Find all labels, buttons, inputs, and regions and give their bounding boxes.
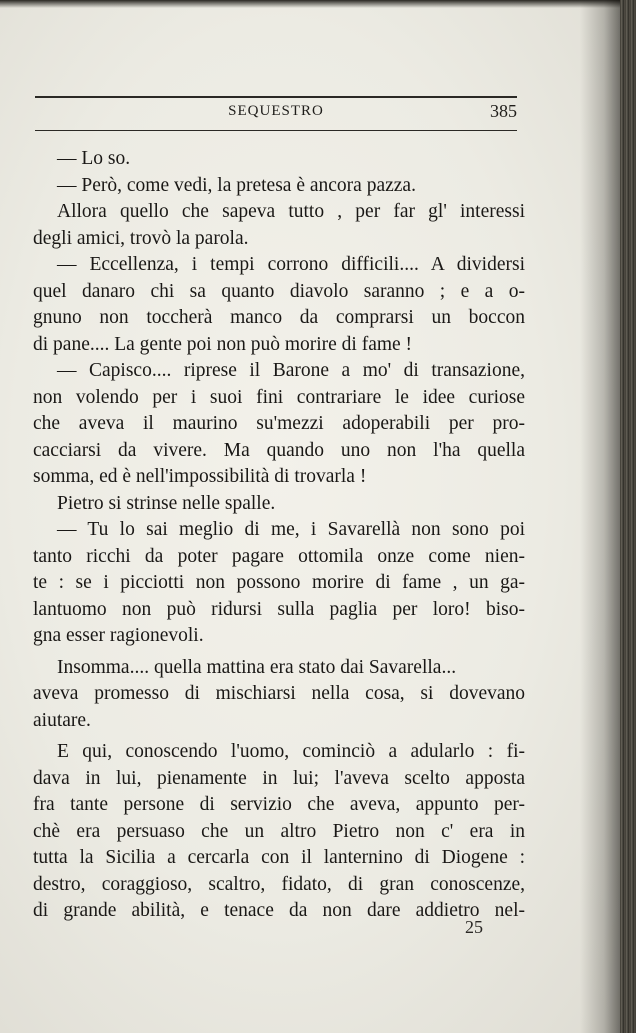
text-line: Insomma.... quella mattina era stato dai Savarella... xyxy=(57,656,457,678)
text-line: di pane.... La gente poi non può morire di fame ! xyxy=(33,333,413,355)
text-line: gnuno non toccherà manco da comprarsi un boccon xyxy=(33,307,525,328)
text-line: — Eccellenza, i tempi corrono difficili.... A dividersi xyxy=(57,254,525,275)
text-line: di grande abilità, e tenace da non dare addietro nel- xyxy=(33,900,525,921)
scan-top-shadow xyxy=(0,0,620,8)
text-line: chè era persuaso che un altro Pietro non c' era in xyxy=(33,820,525,842)
page-text xyxy=(33,146,525,925)
text-line: fra tante persone di servizio che aveva, appunto per- xyxy=(33,794,525,815)
text-line: somma, ed è nell'impossibilità di trovarla ! xyxy=(33,466,367,487)
text-line: Pietro si strinse nelle spalle. xyxy=(57,492,276,514)
book-edge xyxy=(620,0,636,1033)
signature-mark: 25 xyxy=(465,917,483,937)
text-line: tanto ricchi da poter pagare ottomila onze come nien- xyxy=(33,545,525,567)
text-line: aveva promesso di mischiarsi nella cosa, si dovevano xyxy=(33,683,525,704)
text-line: quel danaro chi sa quanto diavolo saranno ; e a o- xyxy=(33,280,525,302)
text-line: destro, coraggioso, scaltro, fidato, di gran conoscenze, xyxy=(33,873,525,895)
running-title: SEQUESTRO xyxy=(228,103,324,119)
text-line: tutta la Sicilia a cercarla con il lanternino di Diogene : xyxy=(33,847,525,868)
text-line: — Tu lo sai meglio di me, i Savarellà non sono poi xyxy=(57,519,525,540)
text-line: te : se i picciotti non possono morire di fame , un ga- xyxy=(33,572,525,593)
text-line: che aveva il maurino su'mezzi adoperabili per pro- xyxy=(33,413,525,434)
text-line: gna esser ragionevoli. xyxy=(33,625,204,646)
text-line: — Capisco.... riprese il Barone a mo' di transazione, xyxy=(57,360,525,381)
text-line: — Però, come vedi, la pretesa è ancora pazza. xyxy=(57,174,416,196)
text-line: cacciarsi da vivere. Ma quando uno non l'ha quella xyxy=(33,439,525,461)
text-line: aiutare. xyxy=(33,709,91,731)
text-line: Allora quello che sapeva tutto , per far gl' interessi xyxy=(57,201,525,222)
header-rule-top xyxy=(35,96,517,98)
text-line: degli amici, trovò la parola. xyxy=(33,227,249,249)
text-line: non volendo per i suoi fini contrariare le idee curiose xyxy=(33,386,525,408)
text-line: dava in lui, pienamente in lui; l'aveva scelto apposta xyxy=(33,767,525,789)
text-line: E qui, conoscendo l'uomo, cominciò a adularlo : fi- xyxy=(57,741,525,762)
page-number: 385 xyxy=(490,101,517,121)
text-line: lantuomo non può ridursi sulla paglia per loro! biso- xyxy=(33,598,525,620)
text-line: — Lo so. xyxy=(57,148,131,169)
header-rule-bottom xyxy=(35,130,517,131)
